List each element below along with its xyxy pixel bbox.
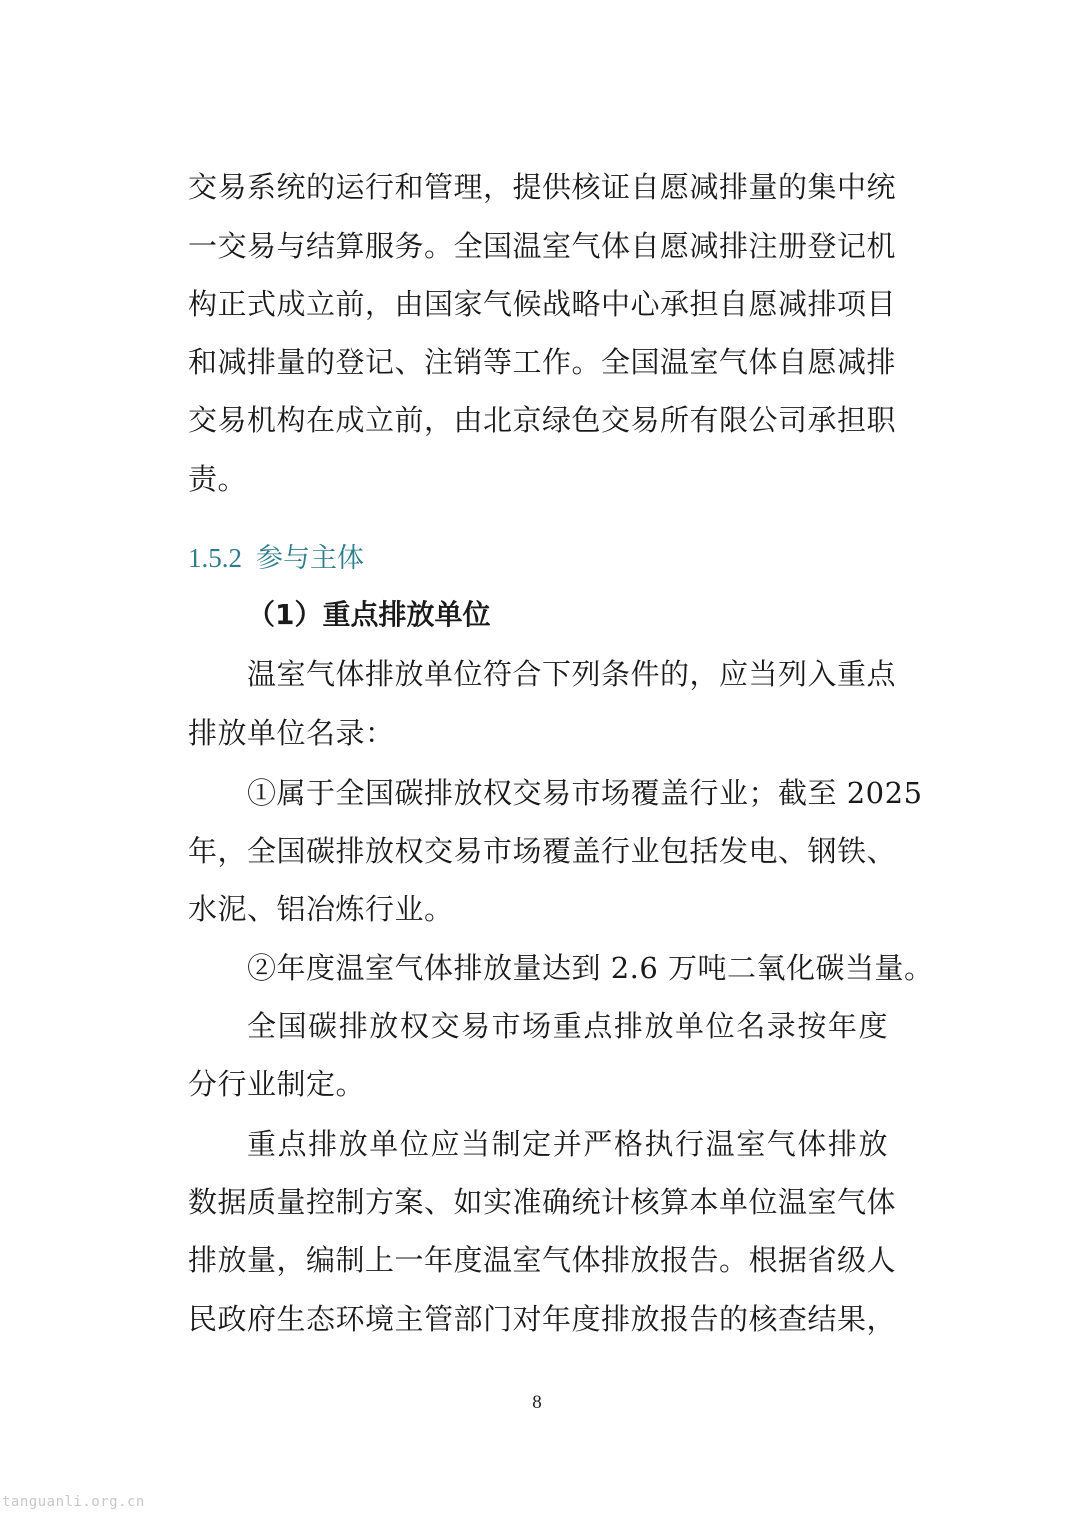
paragraph-line: 排放单位名录： <box>188 716 395 750</box>
subsection-heading: （1）重点排放单位 <box>247 598 491 631</box>
paragraph-line: 分行业制定。 <box>188 1067 366 1101</box>
list-item-line: 水泥、铝冶炼行业。 <box>188 892 454 926</box>
list-item-line: ①属于全国碳排放权交易市场覆盖行业；截至 2025 <box>247 776 923 810</box>
list-item-line: ②年度温室气体排放量达到 2.6 万吨二氧化碳当量。 <box>247 951 934 985</box>
section-number: 1.5.2 <box>188 543 242 573</box>
paragraph-line: 民政府生态环境主管部门对年度排放报告的核查结果， <box>188 1302 897 1336</box>
paragraph-line: 重点排放单位应当制定并严格执行温室气体排放 <box>247 1127 888 1161</box>
paragraph-line: 交易机构在成立前，由北京绿色交易所有限公司承担职 <box>188 403 897 437</box>
paragraph-line: 数据质量控制方案、如实准确统计核算本单位温室气体 <box>188 1185 897 1219</box>
watermark: tanguanli.org.cn <box>2 1494 145 1510</box>
paragraph-line: 和减排量的登记、注销等工作。全国温室气体自愿减排 <box>188 345 897 379</box>
list-item-line: 年，全国碳排放权交易市场覆盖行业包括发电、钢铁、 <box>188 834 897 868</box>
paragraph-line: 交易系统的运行和管理，提供核证自愿减排量的集中统 <box>188 170 897 204</box>
section-heading <box>188 530 364 586</box>
paragraph-line: 一交易与结算服务。全国温室气体自愿减排注册登记机 <box>188 229 897 263</box>
paragraph-line: 排放量，编制上一年度温室气体排放报告。根据省级人 <box>188 1243 897 1277</box>
paragraph-line: 温室气体排放单位符合下列条件的，应当列入重点 <box>247 657 897 691</box>
section-title: 参与主体 <box>256 543 364 574</box>
paragraph-line: 构正式成立前，由国家气候战略中心承担自愿减排项目 <box>188 287 897 321</box>
paragraph-line: 全国碳排放权交易市场重点排放单位名录按年度 <box>247 1009 888 1043</box>
page-number: 8 <box>532 1392 542 1413</box>
paragraph-line: 责。 <box>188 462 248 496</box>
